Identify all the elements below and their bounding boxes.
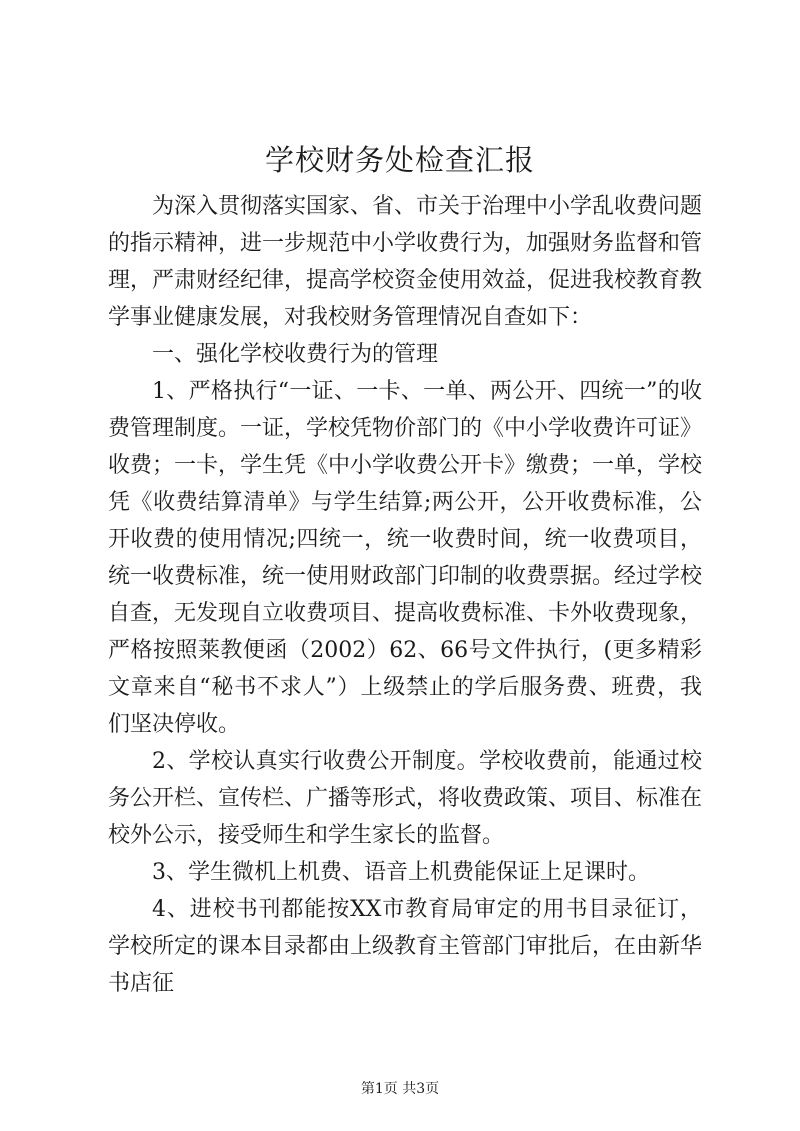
paragraph-item-2: 2、学校认真实行收费公开制度。学校收费前，能通过校务公开栏、宣传栏、广播等形式，将收费政策、项目、标准在校外公示，接受师生和学生家长的监督。	[108, 749, 703, 848]
paragraph-intro: 为深入贯彻落实国家、省、市关于治理中小学乱收费问题的指示精神，进一步规范中小学收费行为，加强财务监督和管理，严肃财经纪律，提高学校资金使用效益，促进我校教育教学事业健康发展，对我校财务管理情况自查如下：	[108, 194, 703, 330]
page-number-footer: 第1页 共3页	[360, 1081, 440, 1097]
document-body	[108, 188, 702, 1002]
paragraph-item-4: 4、进校书刊都能按XX市教育局审定的用书目录征订，学校所定的课本目录都由上级教育主管部门审批后，在由新华书店征	[108, 897, 703, 996]
paragraph-item-1: 1、严格执行“一证、一卡、一单、两公开、四统一”的收费管理制度。一证，学校凭物价部门的《中小学收费许可证》收费；一卡，学生凭《中小学收费公开卡》缴费；一单，学校凭《收费结算清单》与学生结算;两公开，公开收费标准，公开收费的使用情况;四统一，统一收费时间，统一收费项目，统一收费标准，统一使用财政部门印制的收费票据。经过学校自查，无发现自立收费项目、提高收费标准、卡外收费现象，严格按照莱教便函（2002）62、66号文件执行，(更多精彩文章来自“秘书不求人”）上级禁止的学后服务费、班费，我们坚决停收。	[108, 379, 703, 737]
document-title: 学校财务处检查汇报	[264, 143, 535, 177]
paragraph-item-3: 3、学生微机上机费、语音上机费能保证上足课时。	[152, 860, 650, 885]
section-heading: 一、强化学校收费行为的管理	[152, 342, 439, 367]
